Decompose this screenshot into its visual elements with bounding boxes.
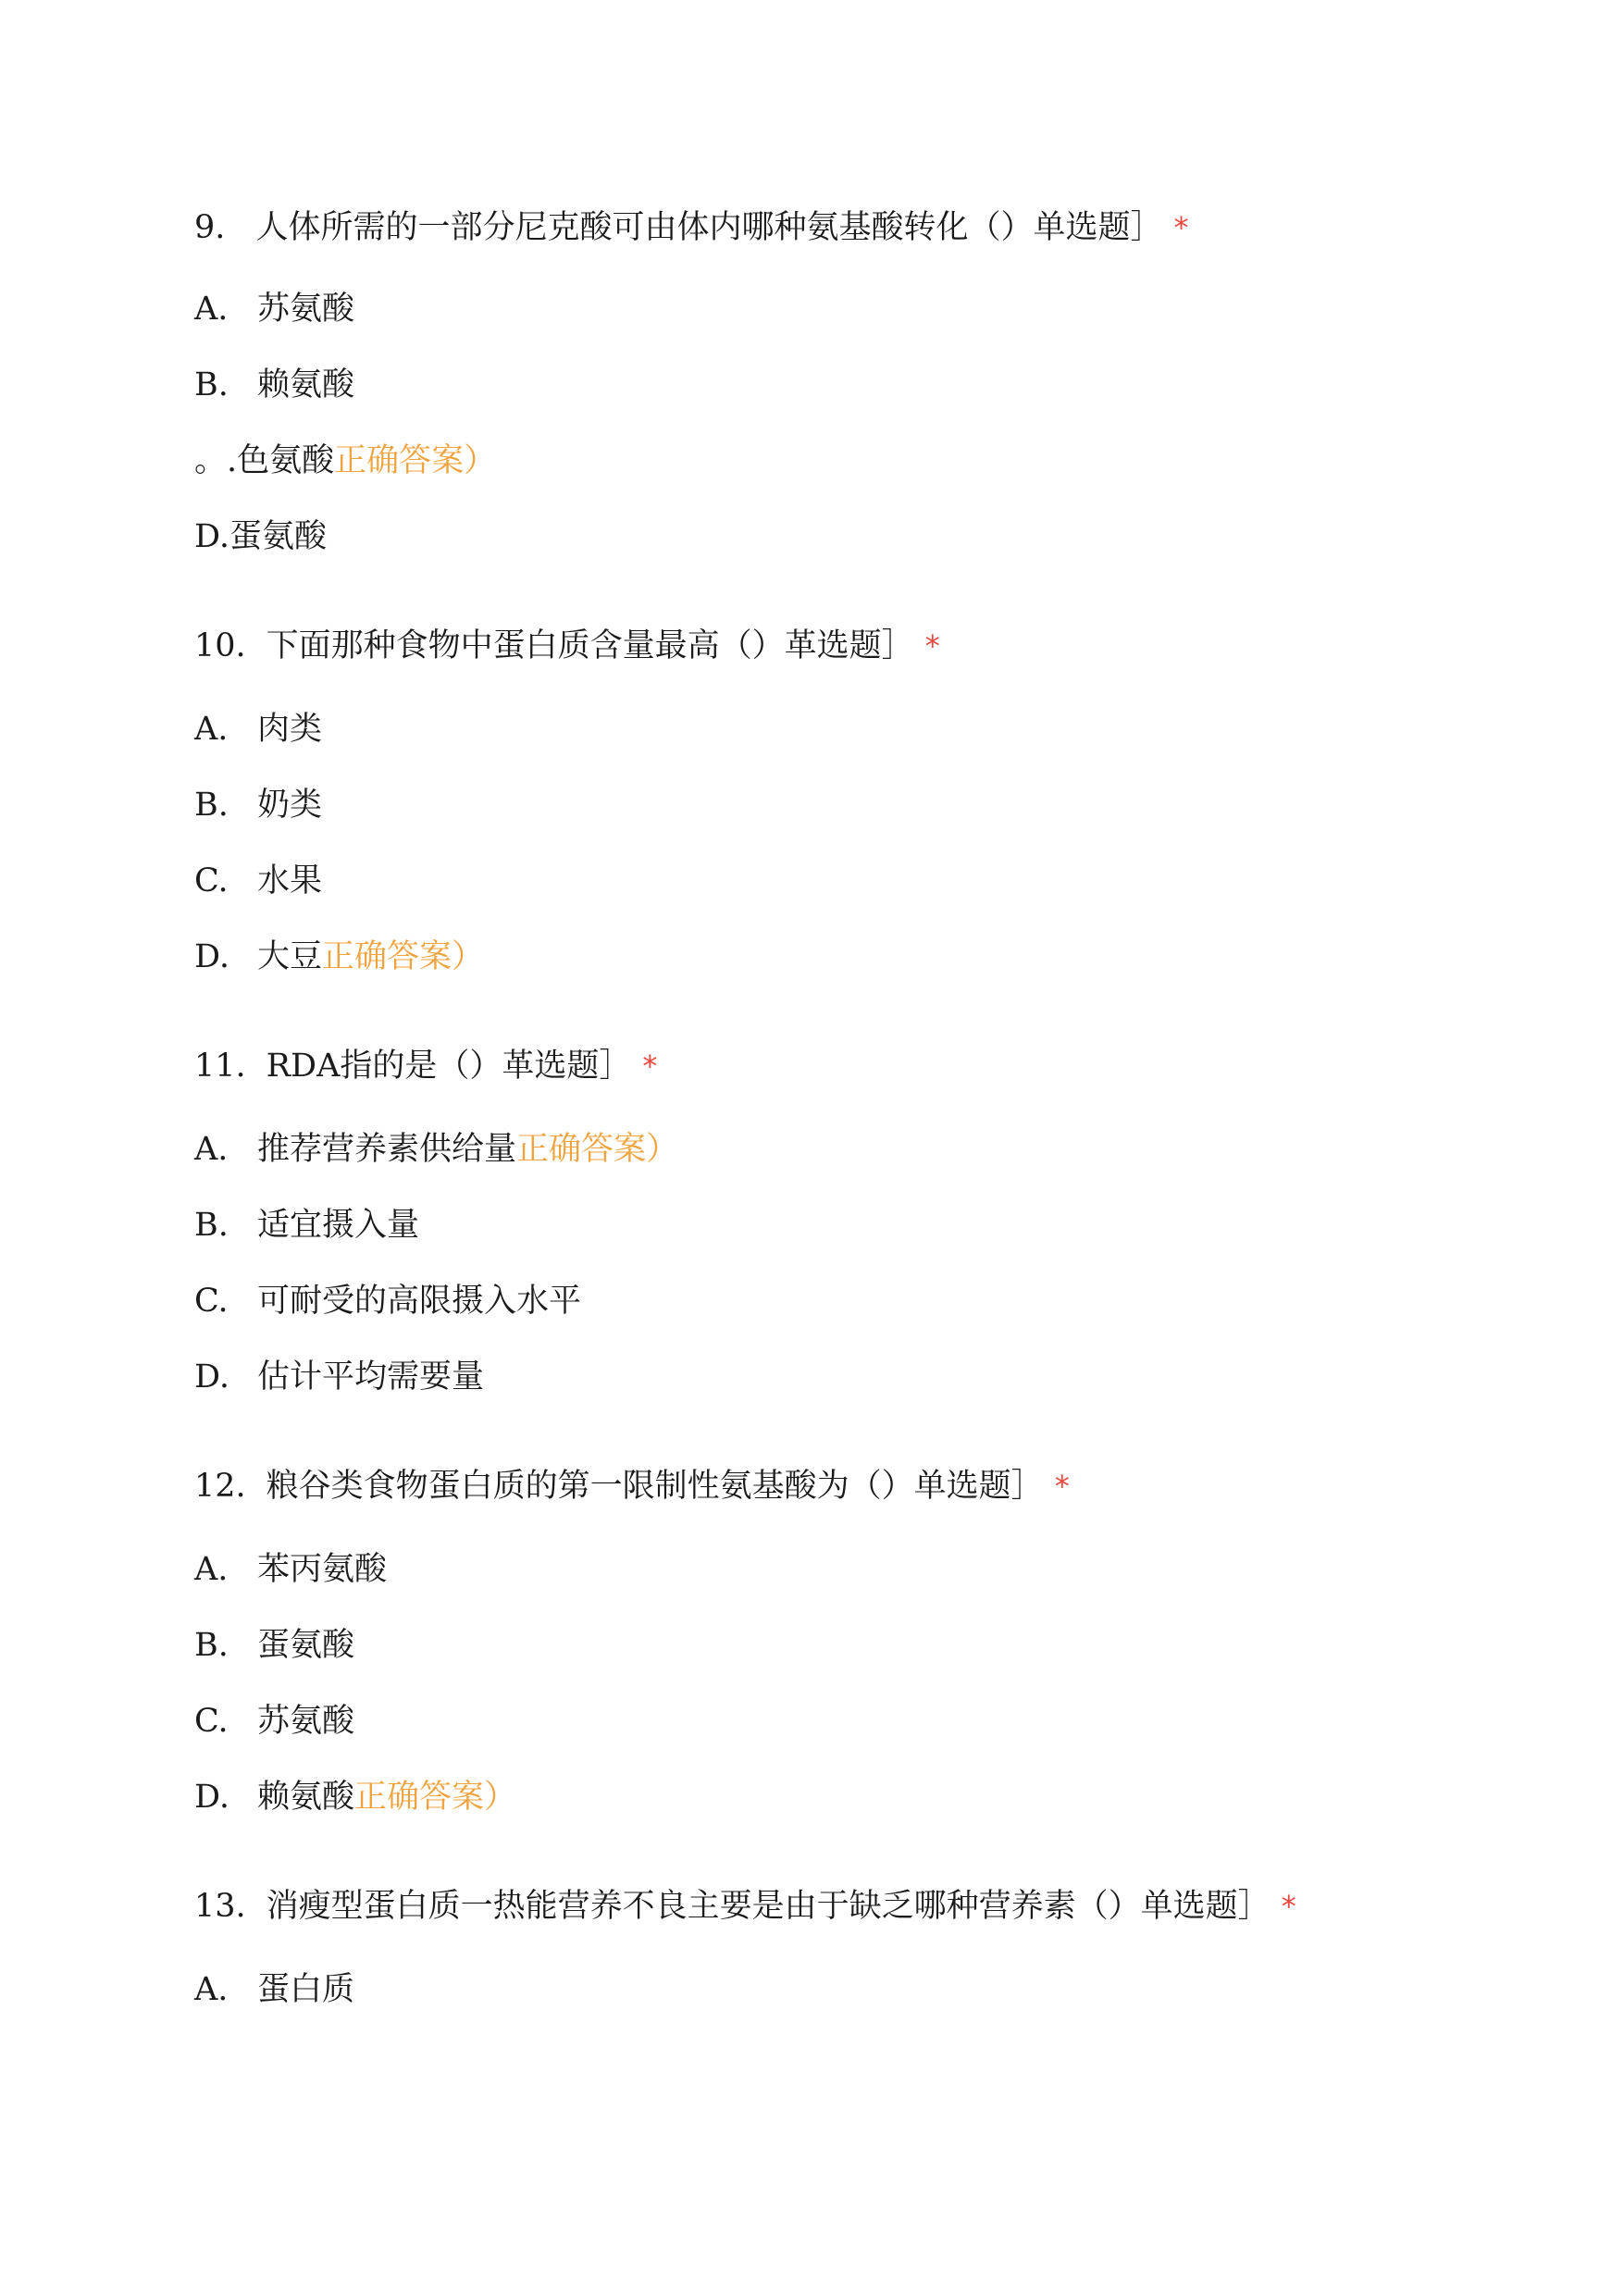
- option-9-b: [194, 365, 354, 405]
- question-9: [194, 207, 1189, 248]
- option-text: 赖氨酸: [257, 366, 355, 403]
- option-letter: C.: [194, 862, 229, 899]
- option-text: 赖氨酸: [257, 1779, 355, 1816]
- option-letter: D.: [194, 938, 229, 975]
- option-letter: A.: [194, 1551, 229, 1588]
- option-text: 奶类: [257, 787, 323, 824]
- option-11-b: [194, 1205, 419, 1246]
- option-letter: B.: [194, 366, 229, 403]
- option-text: 大豆: [257, 938, 323, 975]
- option-letter: C.: [194, 1703, 229, 1740]
- question-text: RDA指的是（）革选题］: [266, 1048, 632, 1085]
- option-text: 水果: [257, 862, 323, 899]
- option-10-d: [194, 937, 484, 977]
- option-letter: A.: [194, 1131, 229, 1168]
- question-number: 9.: [194, 209, 226, 246]
- question-13: [194, 1886, 1296, 1927]
- option-text: 苏氨酸: [257, 291, 355, 328]
- option-text: 推荐营养素供给量: [257, 1131, 517, 1168]
- required-star-icon: *: [642, 1048, 658, 1084]
- question-number: 12.: [194, 1468, 246, 1505]
- option-letter: D.: [194, 1779, 229, 1816]
- option-11-d: [194, 1357, 484, 1397]
- option-letter: B.: [194, 1627, 229, 1664]
- required-star-icon: *: [924, 628, 940, 664]
- option-12-b: [194, 1625, 354, 1666]
- question-text: 消瘦型蛋白质一热能营养不良主要是由于缺乏哪种营养素（）单选题］: [266, 1888, 1271, 1925]
- option-12-c: [194, 1701, 354, 1742]
- option-text: 适宜摄入量: [257, 1207, 420, 1244]
- option-letter: A.: [194, 291, 229, 328]
- option-letter: A.: [194, 1971, 229, 2008]
- option-text: 蛋白质: [257, 1971, 355, 2008]
- question-12: [194, 1466, 1070, 1507]
- required-star-icon: *: [1173, 210, 1189, 245]
- option-10-c: [194, 861, 322, 901]
- question-text: 粮谷类食物蛋白质的第一限制性氨基酸为（）单选题］: [266, 1468, 1044, 1505]
- option-letter: A.: [194, 711, 229, 748]
- option-10-b: [194, 785, 322, 825]
- option-13-a: [194, 1969, 354, 2010]
- option-text: 色氨酸: [237, 442, 335, 479]
- option-11-a: [194, 1129, 678, 1170]
- option-9-c: [194, 440, 496, 481]
- option-text: 肉类: [257, 711, 323, 748]
- option-text: 苏氨酸: [257, 1703, 355, 1740]
- option-letter: 。.: [194, 442, 238, 479]
- option-9-d: [194, 516, 327, 557]
- option-12-a: [194, 1549, 387, 1590]
- option-letter: C.: [194, 1283, 229, 1320]
- required-star-icon: *: [1054, 1469, 1070, 1504]
- question-text: 人体所需的一部分尼克酸可由体内哪种氨基酸转化（）单选题］: [245, 209, 1163, 246]
- option-text: 蛋氨酸: [257, 1627, 355, 1664]
- question-11: [194, 1046, 657, 1086]
- option-letter: B.: [194, 1207, 229, 1244]
- correct-answer-tag: 正确答案）: [334, 442, 497, 479]
- option-letter: B.: [194, 787, 229, 824]
- required-star-icon: *: [1281, 1889, 1296, 1924]
- option-text: 蛋氨酸: [229, 518, 327, 555]
- question-10: [194, 626, 940, 666]
- option-letter: D.: [194, 1358, 229, 1396]
- question-number: 11.: [194, 1048, 246, 1085]
- option-letter: D.: [194, 518, 229, 555]
- correct-answer-tag: 正确答案）: [322, 938, 485, 975]
- correct-answer-tag: 正确答案）: [354, 1779, 517, 1816]
- question-number: 13.: [194, 1888, 246, 1925]
- option-text: 可耐受的高限摄入水平: [257, 1283, 582, 1320]
- correct-answer-tag: 正确答案）: [516, 1131, 679, 1168]
- option-11-c: [194, 1281, 581, 1321]
- option-12-d: [194, 1777, 516, 1817]
- question-number: 10.: [194, 627, 246, 664]
- question-text: 下面那种食物中蛋白质含量最高（）革选题］: [266, 627, 914, 664]
- option-10-a: [194, 709, 322, 750]
- option-text: 估计平均需要量: [257, 1358, 485, 1396]
- option-text: 苯丙氨酸: [257, 1551, 388, 1588]
- option-9-a: [194, 289, 354, 329]
